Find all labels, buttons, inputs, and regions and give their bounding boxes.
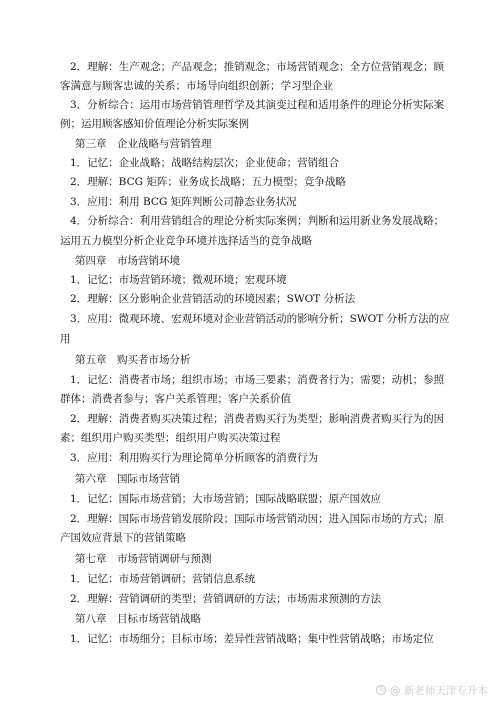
text-line: 产国效应背景下的营销策略: [60, 532, 186, 544]
text-line: 3．应用：利用 BCG 矩阵判断公司静态业务状况: [70, 196, 297, 208]
text-line: 1．记忆：国际市场营销；大市场营销；国际战略联盟；原产国效应: [70, 493, 382, 505]
text-line: 2．理解：营销调研的类型；营销调研的方法；市场需求预测的方法: [70, 593, 382, 605]
text-line: 2．理解：生产观念；产品观念；推销观念；市场营销观念；全方位营销观念；顾: [70, 61, 445, 73]
text-line: 3．应用：微观环境、宏观环境对企业营销活动的影响分析；SWOT 分析方法的应: [70, 313, 450, 325]
toutiao-logo-icon: 头: [377, 685, 385, 693]
chapter-heading: 第七章 市场营销调研与预测: [75, 553, 212, 565]
text-line: 2．理解：区分影响企业营销活动的环境因素；SWOT 分析法: [70, 293, 356, 305]
chapter-heading: 第五章 购买者市场分析: [75, 354, 191, 366]
chapter-heading: 第六章 国际市场营销: [75, 473, 180, 485]
text-line: 2．理解：消费者购买决策过程；消费者购买行为类型；影响消费者购买行为的因: [70, 413, 445, 425]
text-line: 1．记忆：企业战略；战略结构层次；企业使命；营销组合: [70, 157, 340, 169]
text-line: 1．记忆：市场细分；目标市场；差异性营销战略；集中性营销战略；市场定位: [70, 633, 434, 645]
watermark: [376, 683, 488, 697]
text-line: 1．记忆：消费者市场；组织市场；市场三要素；消费者行为；需要；动机；参照: [70, 374, 445, 386]
text-line: 2．理解：国际市场营销发展阶段；国际市场营销动因；进入国际市场的方式；原: [70, 513, 445, 525]
chapter-heading: 第四章 市场营销环境: [75, 255, 180, 267]
text-line: 1．记忆：市场营销环境；微观环境；宏观环境: [70, 274, 287, 286]
text-line: 用: [60, 333, 71, 345]
text-line: 素；组织用户购买类型；组织用户购买决策过程: [60, 432, 281, 444]
watermark-text: @ 新老师天津专升本: [390, 684, 488, 697]
text-line: 例；运用顾客感知价值理论分析实际案例: [60, 118, 249, 130]
text-line: 群体；消费者参与；客户关系管理；客户关系价值: [60, 393, 291, 405]
chapter-heading: 第八章 目标市场营销战略: [75, 613, 201, 625]
text-line: 运用五力模型分析企业竞争环境并选择适当的竞争战略: [60, 235, 312, 247]
text-line: 3．分析综合：运用市场营销管理哲学及其演变过程和适用条件的理论分析实际案: [70, 99, 445, 111]
text-line: 4．分析综合：利用营销组合的理论分析实际案例；判断和运用新业务发展战略；: [70, 215, 445, 227]
text-line: 3．应用：利用购买行为理论简单分析顾客的消费行为: [70, 452, 319, 464]
text-line: 客满意与顾客忠诚的关系；市场导向组织创新；学习型企业: [60, 80, 333, 92]
chapter-heading: 第三章 企业战略与营销管理: [75, 138, 212, 150]
text-line: 1．记忆：市场营销调研；营销信息系统: [70, 573, 256, 585]
text-line: 2．理解：BCG 矩阵；业务成长战略；五力模型；竞争战略: [70, 176, 346, 188]
